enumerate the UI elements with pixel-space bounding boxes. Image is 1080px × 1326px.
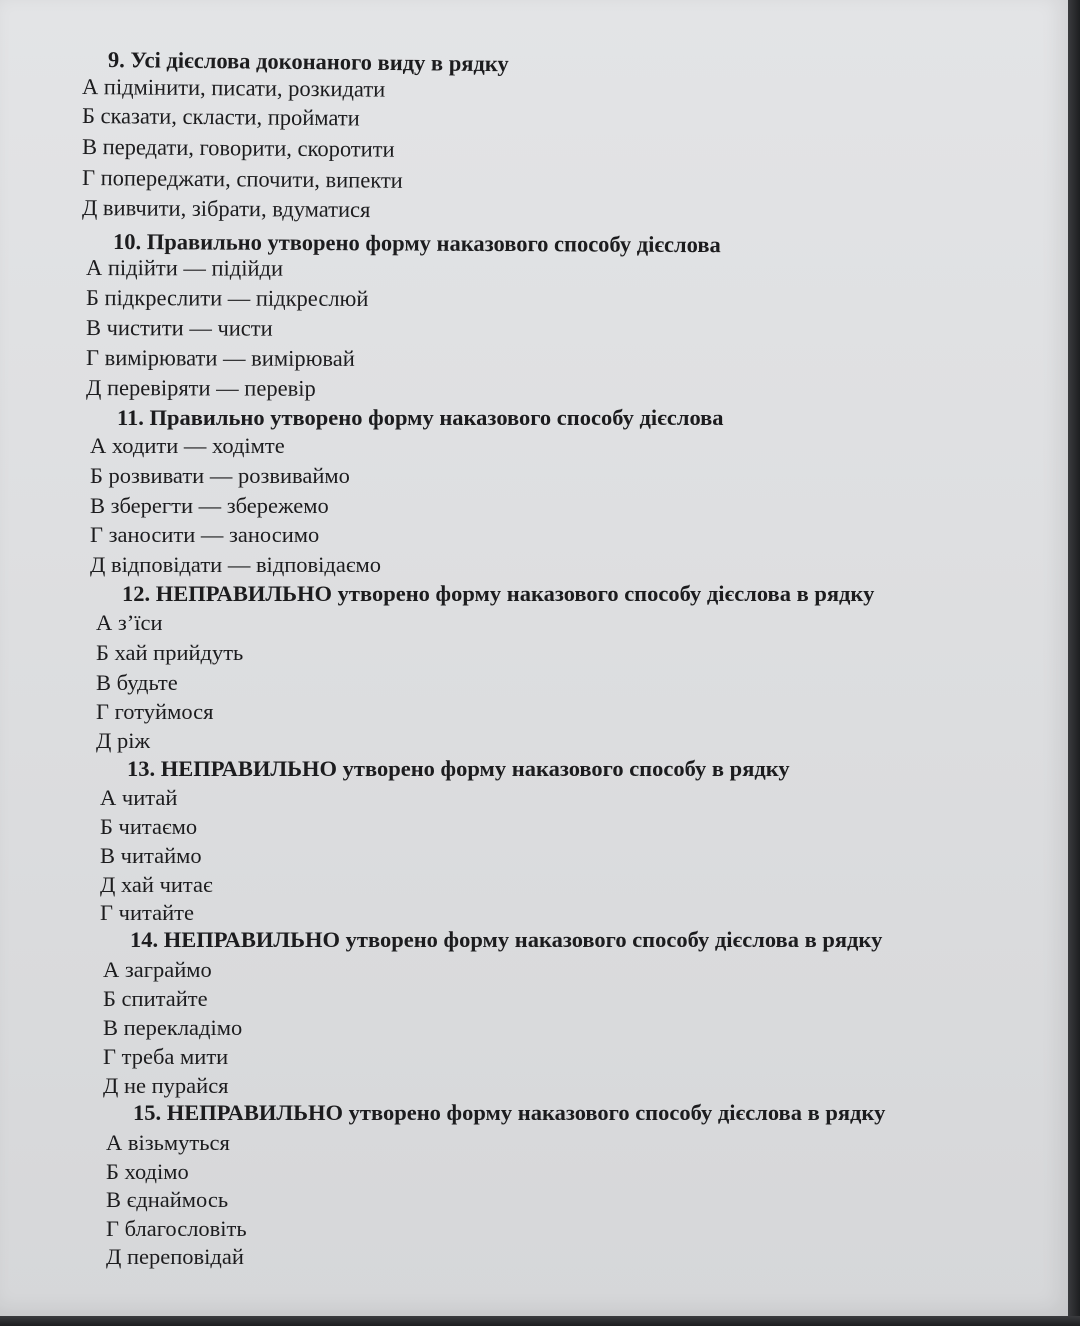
answer-option: Б підкреслити — підкреслюй: [85, 285, 369, 311]
answer-option: Д хай читає: [100, 872, 213, 897]
answer-option: Б спитайте: [103, 986, 208, 1011]
answer-option: Д відповідати — відповідаємо: [90, 552, 382, 577]
question-title: 9. Усі дієслова доконаного виду в рядку: [107, 47, 509, 77]
page-edge-shadow: [1068, 0, 1080, 1326]
question-title: 12. НЕПРАВИЛЬНО утворено форму наказового способу дієслова в рядку: [122, 581, 875, 606]
answer-option: А ходити — ходімте: [90, 433, 285, 458]
answer-option: Б читаємо: [100, 814, 198, 839]
answer-option: В читаймо: [100, 843, 202, 868]
answer-option: Д не пурайся: [103, 1073, 229, 1098]
answer-option: Б хай прийдуть: [96, 640, 244, 665]
answer-option: Г треба мити: [103, 1044, 229, 1069]
question-title: 13. НЕПРАВИЛЬНО утворено форму наказового способу в рядку: [127, 756, 790, 781]
answer-option: В будьте: [96, 670, 178, 695]
answer-option: Д переповідай: [106, 1244, 244, 1269]
answer-option: Г заносити — заносимо: [90, 522, 320, 547]
question-title: 11. Правильно утворено форму наказового способу дієслова: [117, 405, 724, 430]
answer-option: А з’їси: [96, 610, 163, 635]
answer-option: В зберегти — збережемо: [90, 493, 329, 518]
answer-option: В передати, говорити, скоротити: [81, 134, 395, 162]
answer-option: Д перевіряти — перевір: [85, 375, 316, 401]
answer-option: Б ходімо: [106, 1159, 189, 1184]
answer-option: В єднаймось: [106, 1187, 229, 1212]
page-bottom-shadow: [0, 1316, 1080, 1326]
answer-option: А читай: [100, 785, 178, 810]
answer-option: В перекладімо: [103, 1015, 243, 1040]
answer-option: Г готуймося: [96, 699, 214, 724]
answer-option: Д вивчити, зібрати, вдуматися: [81, 195, 371, 223]
answer-option: Д ріж: [96, 728, 151, 753]
answer-option: Г попереджати, спочити, випекти: [81, 165, 403, 193]
answer-option: Б сказати, скласти, проймати: [81, 103, 360, 131]
answer-option: Г благословіть: [106, 1216, 247, 1241]
answer-option: А підійти — підійди: [85, 255, 284, 281]
answer-option: В чистити — чисти: [85, 315, 273, 341]
answer-option: Г вимірювати — вимірювай: [85, 345, 355, 371]
question-title: 10. Правильно утворено форму наказового способу дієслова: [112, 229, 721, 258]
answer-option: Б розвивати — розвиваймо: [90, 463, 350, 488]
answer-option: А підмінити, писати, розкидати: [81, 74, 386, 102]
answer-option: Г читайте: [100, 900, 194, 925]
answer-option: А візьмуться: [106, 1130, 230, 1155]
answer-option: А заграймо: [103, 957, 212, 982]
question-title: 14. НЕПРАВИЛЬНО утворено форму наказового способу дієслова в рядку: [130, 927, 883, 952]
question-title: 15. НЕПРАВИЛЬНО утворено форму наказового способу дієслова в рядку: [133, 1100, 886, 1125]
